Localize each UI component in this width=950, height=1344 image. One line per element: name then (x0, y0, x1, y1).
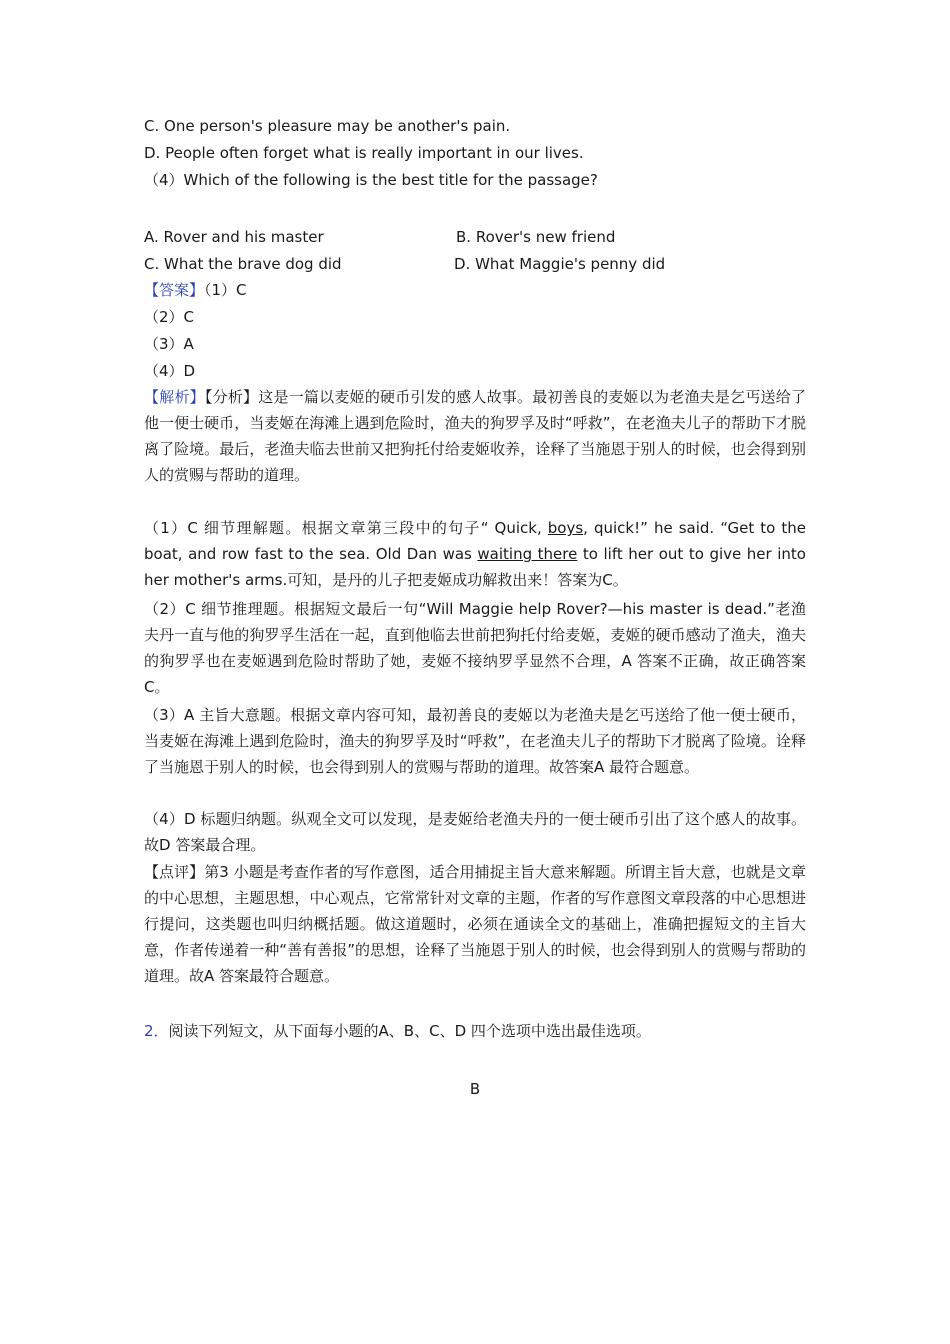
analysis-overview (144, 384, 806, 488)
q4-option-b: B. Rover's new friend (456, 228, 616, 246)
analysis-q2: （2）C 细节推理题。根据短文最后一句“Will Maggie help Rover?—his master is dead.”老渔夫丹一直与他的狗罗孚生活在一起，直到他临去世前把狗托付给麦姬，麦姬的硬币感动了渔夫，渔夫的狗罗孚也在麦姬遇到危险时帮助了她，麦姬不接纳罗孚显然不合理，A 答案不正确，故正确答案C。 (144, 600, 806, 696)
answer-line-1 (144, 280, 247, 300)
analysis-q1-text-b: , quick!” he said. “Get to the boat, and row fast to the sea. Old Dan was (144, 519, 807, 563)
q4-option-c: C. What the brave dog did (144, 255, 342, 273)
analysis-q1-underline-2: waiting there (477, 545, 578, 563)
analysis-q1-underline-1: boys (547, 519, 584, 537)
question-2-text: 阅读下列短文，从下面每小题的A、B、C、D 四个选项中选出最佳选项。 (168, 1022, 651, 1040)
q4-option-d: D. What Maggie's penny did (454, 255, 666, 273)
question-2-instruction (144, 1021, 651, 1041)
analysis-q1 (144, 515, 806, 593)
analysis-q3: （3）A 主旨大意题。根据文章内容可知，最初善良的麦姬以为老渔夫是乞丐送给了他一便士硬币，当麦姬在海滩上遇到危险时，渔夫的狗罗孚及时“呼救”，在老渔夫儿子的帮助下才脱离了险境。诠释了当施恩于别人的时候，也会得到别人的赏赐与帮助的道理。故答案A 最符合题意。 (144, 706, 806, 776)
analysis-tag: 【解析】 (144, 388, 205, 406)
answer-tag: 【答案】 (144, 281, 205, 299)
analysis-comment: 【点评】第3 小题是考查作者的写作意图，适合用捕捉主旨大意来解题。所谓主旨大意，也就是文章的中心思想，主题思想，中心观点，它常常针对文章的主题，作者的写作意图文章段落的中心思想进行提问，这类题也叫归纳概括题。做这道题时，必须在通读全文的基础上，准确把握短文的主旨大意，作者传递着一种“善有善报”的思想，诠释了当施恩于别人的时候，也会得到别人的赏赐与帮助的道理。故A 答案最符合题意。 (144, 863, 806, 985)
q4-stem: （4）Which of the following is the best title for the passage? (144, 171, 598, 189)
answer-1: （1）C (204, 281, 247, 299)
q4-option-a: A. Rover and his master (144, 228, 324, 246)
analysis-q1-text-c: to lift her out to give her into her mother's arms.可知，是丹的儿子把麦姬成功解救出来！答案为C。 (144, 545, 806, 589)
analysis-q4: （4）D 标题归纳题。纵观全文可以发现，是麦姬给老渔夫丹的一便士硬币引出了这个感人的故事。故D 答案最合理。 (144, 810, 806, 854)
answer-2: （2）C (144, 308, 195, 326)
q3-option-d: D. People often forget what is really important in our lives. (144, 144, 584, 162)
section-heading: B (469, 1080, 481, 1098)
answer-4: （4）D (144, 362, 196, 380)
q3-option-c: C. One person's pleasure may be another's pain. (144, 117, 511, 135)
analysis-overview-text: 【分析】这是一篇以麦姬的硬币引发的感人故事。最初善良的麦姬以为老渔夫是乞丐送给了他一便士硬币，当麦姬在海滩上遇到危险时，渔夫的狗罗孚及时“呼救”，在老渔夫儿子的帮助下才脱离了险境。最后，老渔夫临去世前又把狗托付给麦姬收养，诠释了当施恩于别人的时候，也会得到别人的赏赐与帮助的道理。 (144, 388, 806, 484)
question-2-number: 2． (144, 1022, 169, 1040)
answer-3: （3）A (144, 335, 194, 353)
analysis-q1-text-a: （1）C 细节理解题。根据文章第三段中的句子“ Quick, (144, 519, 548, 537)
